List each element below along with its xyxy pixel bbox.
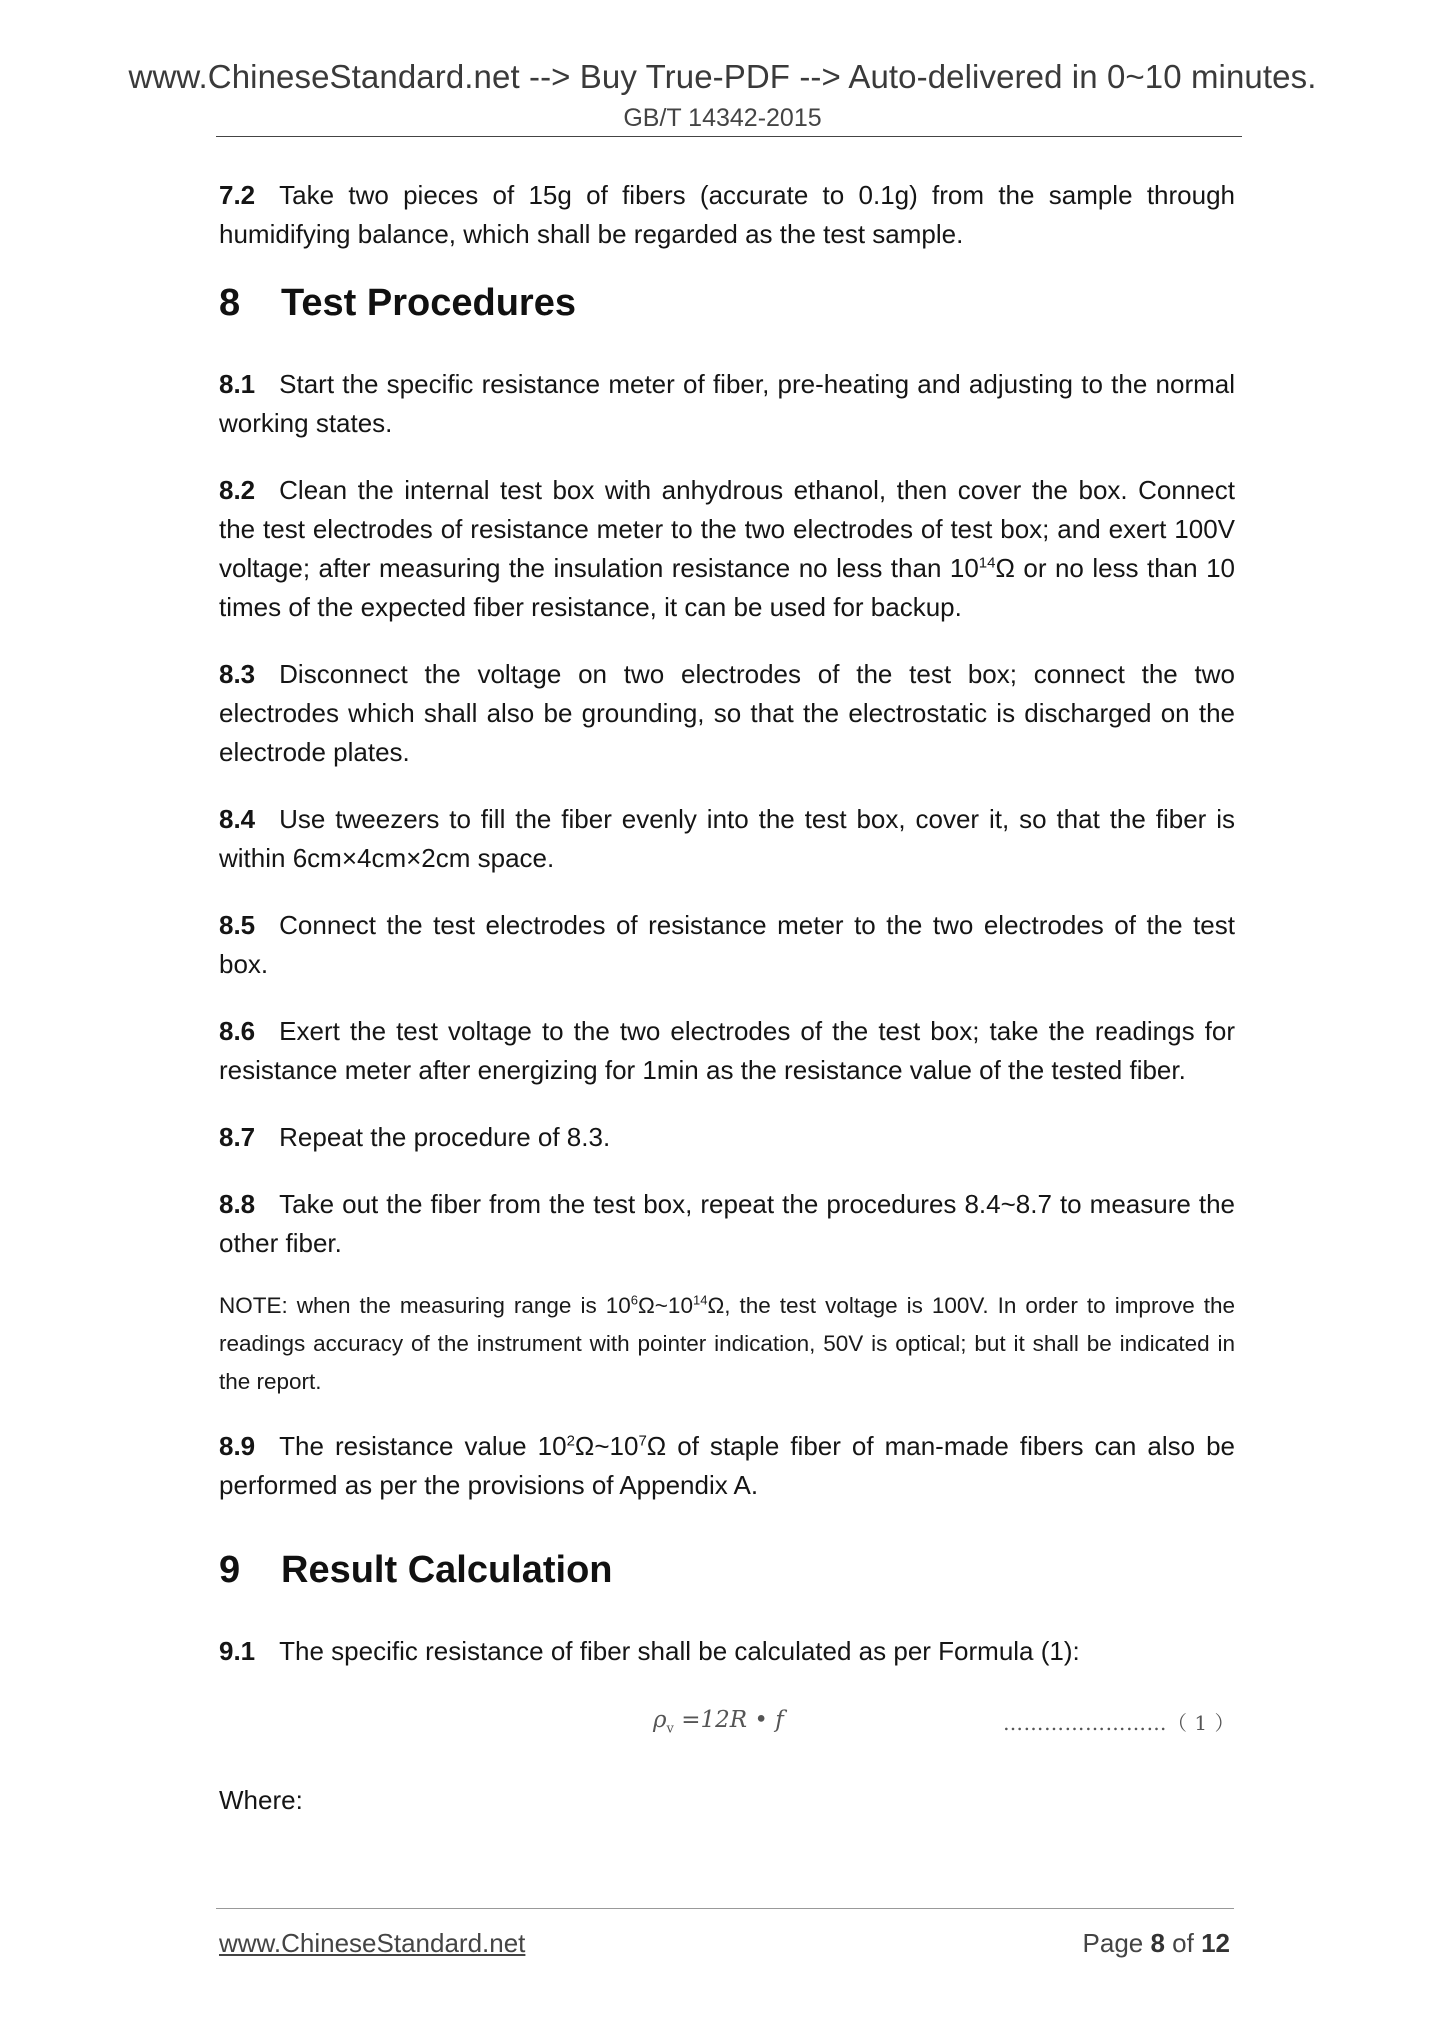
- clause-text-cont: Ω or no less than 10 times of the expected fiber resistance, it can be used for backup.: [219, 553, 1235, 622]
- clause-text-cont: Ω~10: [574, 1431, 639, 1461]
- clause-number: 8.3: [219, 659, 256, 689]
- clause-8-8: [219, 1185, 1235, 1263]
- clause-text: Exert the test voltage to the two electrodes of the test box; take the readings for resistance meter after energizing for 1min as the resistance value of the tested fiber.: [219, 1016, 1235, 1085]
- clause-number: 9.1: [219, 1636, 256, 1666]
- clause-text: The specific resistance of fiber shall be calculated as per Formula (1):: [279, 1636, 1080, 1666]
- clause-number: 8.5: [219, 910, 256, 940]
- exponent: 6: [630, 1292, 638, 1308]
- note-text: NOTE: when the measuring range is 10: [219, 1293, 631, 1318]
- clause-number: 8.6: [219, 1016, 256, 1046]
- note: [219, 1287, 1235, 1401]
- clause-text: Take two pieces of 15g of fibers (accurate to 0.1g) from the sample through humidifying balance, which shall be regarded as the test sample.: [219, 180, 1235, 249]
- page-of: of: [1164, 1928, 1202, 1958]
- formula-1: [219, 1699, 1235, 1759]
- clause-text: The resistance value 10: [279, 1431, 567, 1461]
- page-indicator: [1083, 1928, 1230, 1959]
- section-number: 8: [219, 282, 241, 324]
- page-total: 12: [1201, 1928, 1230, 1958]
- clause-text: Use tweezers to fill the fiber evenly into the test box, cover it, so that the fiber is within 6cm×4cm×2cm space.: [219, 804, 1235, 873]
- section-title: Result Calculation: [281, 1549, 613, 1591]
- note-text-cont: Ω~10: [637, 1293, 693, 1318]
- clause-number: 8.2: [219, 475, 256, 505]
- section-number: 9: [219, 1549, 241, 1591]
- clause-8-7: [219, 1118, 1235, 1157]
- exponent: 7: [638, 1432, 647, 1450]
- formula-expression: [653, 1707, 784, 1737]
- clause-number: 7.2: [219, 180, 256, 210]
- clause-number: 8.8: [219, 1189, 256, 1219]
- formula-rho: ρ: [653, 1707, 667, 1733]
- clause-text: Repeat the procedure of 8.3.: [279, 1122, 611, 1152]
- formula-rho-subscript: v: [666, 1721, 674, 1737]
- document-body: [219, 176, 1235, 1820]
- section-heading-9: [219, 1549, 1235, 1592]
- clause-text: Take out the fiber from the test box, repeat the procedures 8.4~8.7 to measure the other fiber.: [219, 1189, 1235, 1258]
- section-heading-8: [219, 282, 1235, 325]
- clause-number: 8.7: [219, 1122, 256, 1152]
- page-current: 8: [1150, 1928, 1165, 1958]
- where-label: Where:: [219, 1785, 303, 1815]
- clause-number: 8.1: [219, 369, 256, 399]
- clause-7-2: [219, 176, 1235, 254]
- clause-text: Clean the internal test box with anhydrous ethanol, then cover the box. Connect the test electrodes of resistance meter to the two electrodes of test box; and exert 100V voltage; after measuring the insulation resistance no less than 10: [219, 475, 1235, 583]
- formula-reference: ……………………（ 1 ）: [1003, 1711, 1235, 1735]
- note-text-cont: Ω, the test voltage is 100V. In order to improve the readings accuracy of the instrument with pointer indication, 50V is optical; but it shall be indicated in the report.: [219, 1293, 1235, 1394]
- clause-text-cont: Ω of staple fiber of man-made fibers can also be performed as per the provisions of Appendix A.: [219, 1431, 1236, 1500]
- page-prefix: Page: [1082, 1928, 1151, 1958]
- clause-9-1: [219, 1632, 1235, 1671]
- standard-code: GB/T 14342-2015: [623, 104, 822, 132]
- clause-number: 8.4: [219, 804, 256, 834]
- clause-8-5: [219, 906, 1235, 984]
- clause-8-6: [219, 1012, 1235, 1090]
- formula-rhs: =12R • f: [681, 1707, 784, 1733]
- exponent: 14: [692, 1292, 708, 1308]
- purchase-banner[interactable]: www.ChineseStandard.net --> Buy True-PDF --> Auto-delivered in 0~10 minutes.: [128, 58, 1317, 95]
- exponent: 2: [566, 1432, 575, 1450]
- clause-8-4: [219, 800, 1235, 878]
- header-divider: [216, 136, 1242, 137]
- clause-8-9: [219, 1427, 1235, 1505]
- clause-text: Disconnect the voltage on two electrodes of the test box; connect the two electrodes which shall also be grounding, so that the electrostatic is discharged on the electrode plates.: [219, 659, 1235, 767]
- footer-divider: [216, 1908, 1234, 1909]
- clause-text: Connect the test electrodes of resistance meter to the two electrodes of the test box.: [219, 910, 1235, 979]
- section-title: Test Procedures: [281, 282, 576, 324]
- clause-8-3: [219, 655, 1235, 772]
- clause-8-2: [219, 471, 1235, 627]
- clause-number: 8.9: [219, 1431, 256, 1461]
- clause-text: Start the specific resistance meter of fiber, pre-heating and adjusting to the normal working states.: [219, 369, 1235, 438]
- exponent: 14: [978, 554, 996, 572]
- footer-site-link[interactable]: www.ChineseStandard.net: [219, 1928, 526, 1958]
- clause-8-1: [219, 365, 1235, 443]
